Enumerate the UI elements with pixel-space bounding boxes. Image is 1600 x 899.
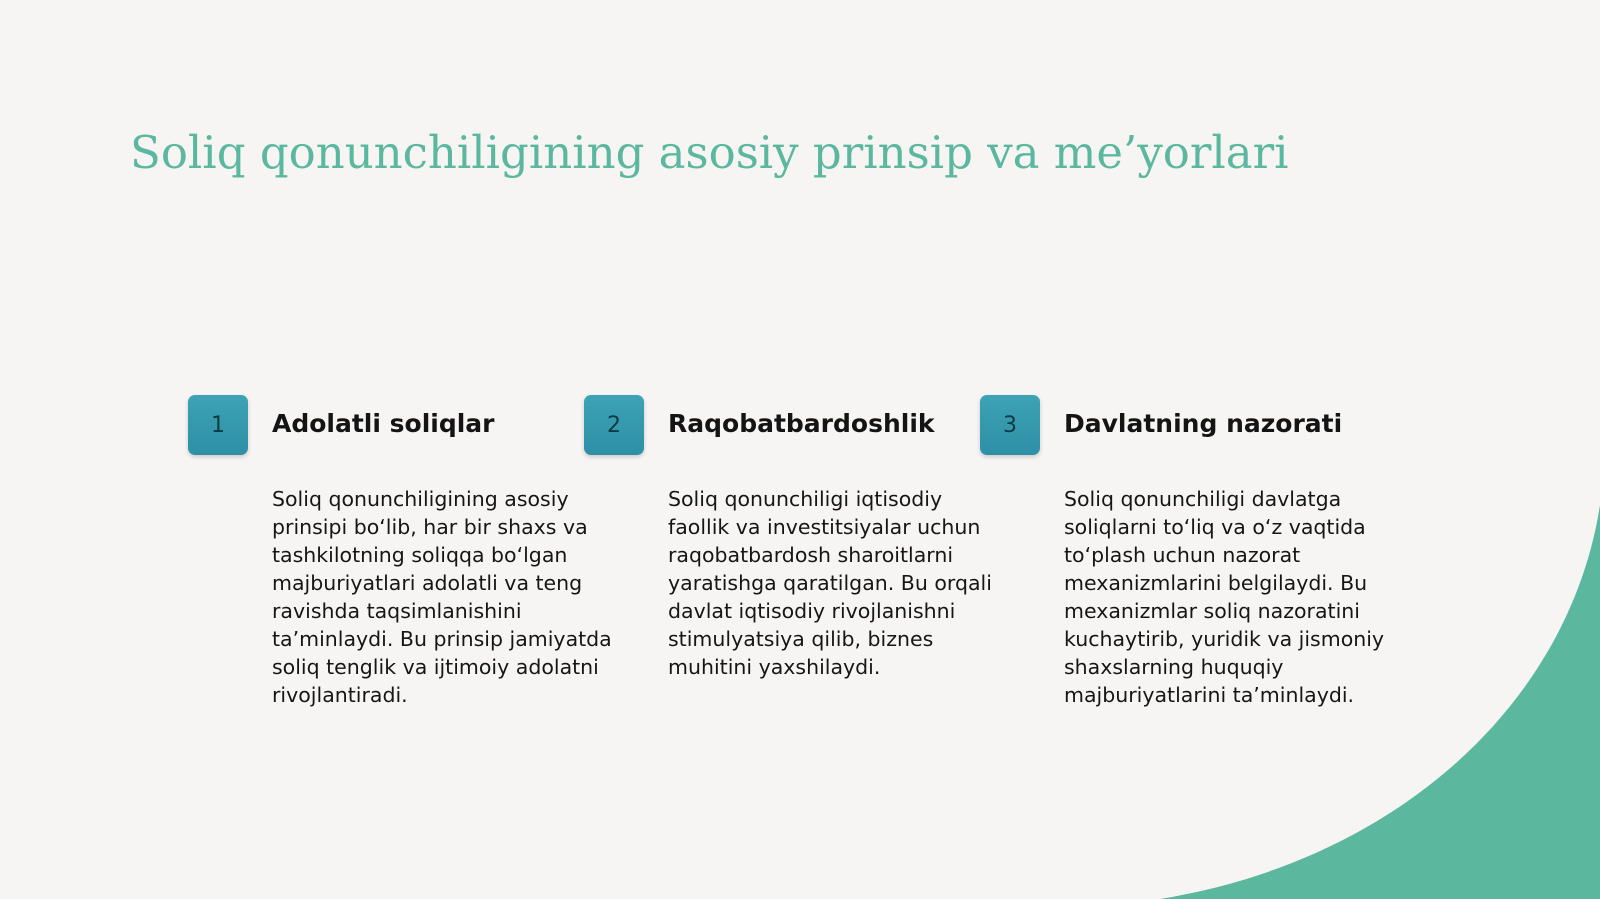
card-heading: Adolatli soliqlar [272, 409, 495, 438]
card-description: Soliq qonunchiligi iqtisodiy faollik va investitsiyalar uchun raqobatbardosh sharoitlarni yaratishga qaratilgan. Bu orqali davlat iqtisodiy rivojlanishni stimulyatsiya qilib, biznes muhitini yaxshilaydi. [668, 487, 992, 679]
number-badge: 2 [584, 395, 644, 455]
card-heading: Raqobatbardoshlik [668, 409, 935, 438]
number-badge: 1 [188, 395, 248, 455]
slide-title: Soliq qonunchiligining asosiy prinsip va me’yorlari [130, 126, 1289, 179]
card-description: Soliq qonunchiligi davlatga soliqlarni to‘liq va o‘z vaqtida to‘plash uchun nazorat mexanizmlarini belgilaydi. Bu mexanizmlar soliq nazoratini kuchaytirib, yuridik va jismoniy shaxslarning huquqiy majburiyatlarini ta’minlaydi. [1064, 487, 1385, 707]
number-badge: 3 [980, 395, 1040, 455]
card-description: Soliq qonunchiligining asosiy prinsipi bo‘lib, har bir shaxs va tashkilotning soliqqa bo‘lgan majburiyatlari adolatli va teng ravishda taqsimlanishini ta’minlaydi. Bu prinsip jamiyatda soliq tenglik va ijtimoiy adolatni rivojlantiradi. [272, 487, 612, 707]
card-heading: Davlatning nazorati [1064, 409, 1343, 438]
